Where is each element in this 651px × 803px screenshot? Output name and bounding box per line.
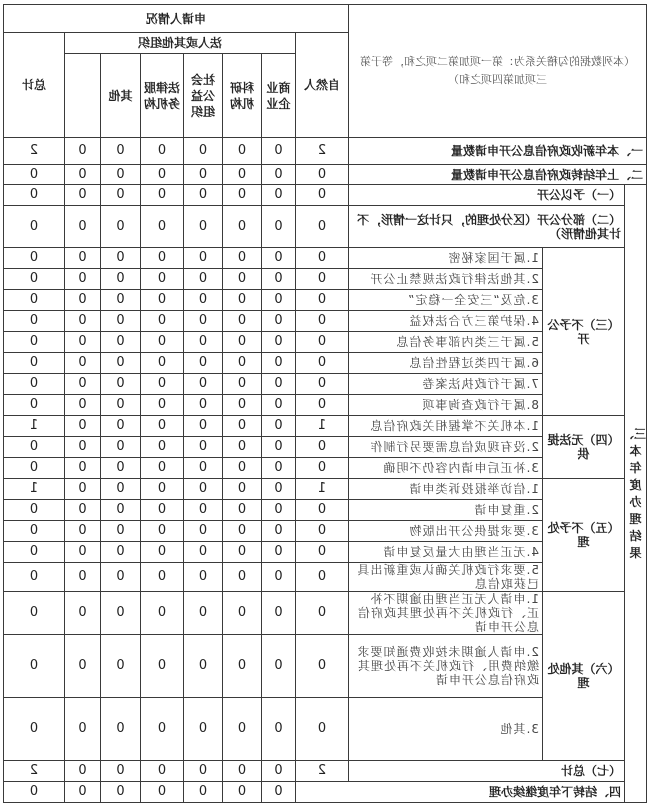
value-cell: 0 (295, 563, 348, 592)
value-cell: 0 (64, 395, 100, 416)
value-cell: 0 (3, 165, 64, 185)
item-label: 2.没有现成信息需要另行制作 (348, 437, 542, 458)
value-cell: 0 (222, 374, 261, 395)
item-label: 1.申请人无正当理由逾期不补正、行政机关不再处理其政府信息公开申请 (348, 592, 542, 635)
value-cell: 0 (222, 416, 261, 437)
value-cell: 0 (261, 353, 295, 374)
value-cell: 0 (140, 353, 183, 374)
group-unable-to-provide: （四）无法提供 (543, 416, 625, 479)
value-cell: 0 (3, 290, 64, 311)
value-cell: 0 (261, 782, 295, 803)
value-cell: 2 (295, 138, 348, 165)
value-cell: 0 (183, 635, 222, 698)
value-cell: 0 (64, 311, 100, 332)
value-cell: 0 (222, 563, 261, 592)
table-row (3, 248, 646, 269)
value-cell: 0 (64, 592, 100, 635)
value-cell: 0 (140, 248, 183, 269)
value-cell: 0 (3, 592, 64, 635)
value-cell: 0 (64, 563, 100, 592)
value-cell: 0 (64, 542, 100, 563)
legal-org-header: 法人或其他组织 (64, 33, 295, 54)
value-cell: 0 (183, 374, 222, 395)
value-cell: 0 (261, 479, 295, 500)
table-row (3, 761, 646, 782)
social-header: 社会公益组织 (183, 54, 222, 138)
value-cell: 0 (3, 248, 64, 269)
value-cell: 0 (183, 332, 222, 353)
research-header: 科研机构 (222, 54, 261, 138)
value-cell: 0 (261, 500, 295, 521)
table-row (3, 592, 646, 635)
value-cell: 0 (222, 479, 261, 500)
value-cell: 0 (261, 290, 295, 311)
value-cell: 0 (261, 761, 295, 782)
value-cell: 0 (140, 395, 183, 416)
value-cell: 0 (222, 138, 261, 165)
value-cell: 0 (100, 782, 140, 803)
value-cell: 0 (100, 290, 140, 311)
table-note: （本列数据的勾稽关系为：第一项加第二项之和，等于第三项加第四项之和） (348, 5, 646, 138)
value-cell: 0 (3, 437, 64, 458)
value-cell: 0 (100, 185, 140, 206)
item-label: 1.本机关不掌握相关政府信息 (348, 416, 542, 437)
value-cell: 0 (64, 782, 100, 803)
value-cell: 0 (3, 635, 64, 698)
section-carried-over: 二、上年结转政府信息公开申请数量 (348, 165, 646, 185)
value-cell: 0 (64, 165, 100, 185)
value-cell: 0 (100, 698, 140, 761)
value-cell: 0 (140, 290, 183, 311)
value-cell: 0 (295, 185, 348, 206)
value-cell: 0 (295, 248, 348, 269)
value-cell: 0 (183, 416, 222, 437)
group-total: （七）总计 (348, 761, 624, 782)
value-cell: 0 (64, 479, 100, 500)
value-cell: 0 (222, 761, 261, 782)
value-cell: 0 (183, 521, 222, 542)
value-cell: 0 (222, 635, 261, 698)
value-cell: 0 (183, 542, 222, 563)
value-cell: 0 (100, 416, 140, 437)
item-label: 4.保护第三方合法权益 (348, 311, 542, 332)
value-cell: 0 (140, 635, 183, 698)
value-cell: 0 (3, 311, 64, 332)
value-cell: 0 (64, 374, 100, 395)
value-cell: 0 (222, 185, 261, 206)
value-cell: 0 (140, 563, 183, 592)
disclosure-table-region (4, 4, 647, 799)
value-cell: 0 (222, 353, 261, 374)
value-cell: 0 (183, 206, 222, 248)
value-cell: 0 (64, 206, 100, 248)
value-cell: 0 (261, 395, 295, 416)
value-cell: 0 (261, 332, 295, 353)
value-cell: 0 (64, 458, 100, 479)
value-cell: 0 (64, 185, 100, 206)
value-cell: 0 (64, 437, 100, 458)
item-label: 1.信访举报投诉类申请 (348, 479, 542, 500)
value-cell: 0 (100, 248, 140, 269)
value-cell: 0 (100, 563, 140, 592)
item-label: 3.其他 (348, 698, 542, 761)
value-cell: 0 (100, 206, 140, 248)
value-cell: 0 (64, 248, 100, 269)
item-label: 6.属于四类过程性信息 (348, 353, 542, 374)
value-cell: 0 (222, 458, 261, 479)
value-cell: 0 (140, 416, 183, 437)
value-cell: 0 (261, 635, 295, 698)
group-not-processed: （五）不予处理 (543, 479, 625, 592)
value-cell: 0 (3, 353, 64, 374)
value-cell: 0 (3, 206, 64, 248)
value-cell: 1 (3, 479, 64, 500)
value-cell: 0 (100, 374, 140, 395)
value-cell: 0 (140, 332, 183, 353)
value-cell: 0 (183, 782, 222, 803)
value-cell: 0 (222, 542, 261, 563)
value-cell: 0 (261, 138, 295, 165)
value-cell: 0 (261, 206, 295, 248)
value-cell: 0 (261, 248, 295, 269)
value-cell: 0 (183, 248, 222, 269)
item-label: 1.属于国家秘密 (348, 248, 542, 269)
value-cell: 0 (183, 138, 222, 165)
value-cell: 0 (222, 592, 261, 635)
value-cell: 0 (261, 698, 295, 761)
item-label: 7.属于行政执法案卷 (348, 374, 542, 395)
value-cell: 0 (222, 206, 261, 248)
value-cell: 0 (261, 458, 295, 479)
value-cell: 0 (64, 290, 100, 311)
value-cell: 0 (295, 311, 348, 332)
value-cell: 0 (100, 138, 140, 165)
item-label: 5.要求行政机关确认或重新出具已获取信息 (348, 563, 542, 592)
group-other-processing: （六）其他处理 (543, 592, 625, 761)
group-disclosed: （一）予以公开 (348, 185, 624, 206)
table-row (3, 782, 646, 803)
value-cell: 0 (222, 500, 261, 521)
value-cell: 0 (140, 761, 183, 782)
item-label: 3.危及“三安全一稳定” (348, 290, 542, 311)
value-cell: 0 (222, 521, 261, 542)
other-header: 其他 (100, 54, 140, 138)
value-cell: 0 (295, 592, 348, 635)
value-cell: 0 (261, 185, 295, 206)
value-cell: 0 (100, 311, 140, 332)
value-cell: 0 (3, 563, 64, 592)
value-cell: 0 (183, 563, 222, 592)
value-cell: 0 (100, 437, 140, 458)
value-cell: 0 (3, 395, 64, 416)
value-cell: 0 (64, 635, 100, 698)
item-label: 3.补正后申请内容仍不明确 (348, 458, 542, 479)
value-cell: 0 (3, 374, 64, 395)
value-cell: 0 (295, 521, 348, 542)
value-cell: 0 (3, 500, 64, 521)
value-cell: 0 (3, 269, 64, 290)
value-cell: 0 (261, 437, 295, 458)
group-partial: （二）部分公开（区分处理的，只计这一情形，不计其他情形） (348, 206, 624, 248)
value-cell: 0 (140, 782, 183, 803)
table-row (3, 5, 646, 33)
value-cell: 0 (183, 592, 222, 635)
value-cell: 0 (3, 542, 64, 563)
value-cell: 0 (100, 635, 140, 698)
value-cell: 0 (140, 311, 183, 332)
value-cell: 1 (295, 479, 348, 500)
value-cell: 0 (3, 521, 64, 542)
value-cell: 0 (3, 458, 64, 479)
value-cell: 0 (295, 332, 348, 353)
value-cell: 0 (183, 185, 222, 206)
legal-service-header: 法律服务机构 (140, 54, 183, 138)
value-cell: 0 (222, 269, 261, 290)
value-cell: 0 (100, 395, 140, 416)
value-cell: 0 (100, 165, 140, 185)
value-cell: 0 (261, 165, 295, 185)
value-cell: 0 (295, 500, 348, 521)
value-cell: 0 (100, 458, 140, 479)
value-cell: 0 (140, 269, 183, 290)
value-cell: 0 (140, 500, 183, 521)
commercial-header: 商业企业 (261, 54, 295, 138)
value-cell: 0 (295, 353, 348, 374)
value-cell: 0 (261, 563, 295, 592)
value-cell: 0 (64, 521, 100, 542)
value-cell: 0 (183, 437, 222, 458)
item-label: 8.属于行政查询事项 (348, 395, 542, 416)
value-cell: 0 (183, 353, 222, 374)
disclosure-table (3, 4, 647, 803)
value-cell: 0 (222, 165, 261, 185)
table-row (3, 138, 646, 165)
value-cell: 0 (222, 290, 261, 311)
value-cell: 0 (261, 311, 295, 332)
value-cell: 0 (295, 542, 348, 563)
value-cell: 0 (295, 290, 348, 311)
section-new-requests: 一、本年新收政府信息公开申请数量 (348, 138, 646, 165)
value-cell: 0 (64, 698, 100, 761)
table-row (3, 479, 646, 500)
value-cell: 0 (140, 542, 183, 563)
applicant-header: 申请人情况 (3, 5, 348, 33)
value-cell: 0 (183, 479, 222, 500)
value-cell: 0 (183, 165, 222, 185)
value-cell: 0 (295, 165, 348, 185)
value-cell: 0 (64, 353, 100, 374)
value-cell: 0 (140, 165, 183, 185)
value-cell: 0 (64, 416, 100, 437)
value-cell: 0 (222, 698, 261, 761)
value-cell: 0 (3, 698, 64, 761)
value-cell: 0 (261, 374, 295, 395)
value-cell: 0 (183, 395, 222, 416)
value-cell: 0 (140, 374, 183, 395)
value-cell: 0 (261, 542, 295, 563)
value-cell: 0 (261, 269, 295, 290)
value-cell: 0 (100, 500, 140, 521)
value-cell: 0 (295, 374, 348, 395)
value-cell: 0 (183, 290, 222, 311)
table-row (3, 206, 646, 248)
value-cell: 0 (140, 479, 183, 500)
natural-person-header: 自然人 (295, 33, 348, 138)
item-label: 2.重复申请 (348, 500, 542, 521)
table-row (3, 165, 646, 185)
value-cell: 0 (261, 416, 295, 437)
value-cell: 0 (100, 521, 140, 542)
item-label: 5.属于三类内部事务信息 (348, 332, 542, 353)
value-cell: 0 (222, 395, 261, 416)
value-cell: 0 (295, 698, 348, 761)
table-row (3, 416, 646, 437)
value-cell: 0 (100, 353, 140, 374)
value-cell: 0 (64, 761, 100, 782)
section-results: 三、本年度办理结果 (625, 185, 647, 803)
value-cell: 2 (3, 138, 64, 165)
value-cell: 0 (140, 458, 183, 479)
value-cell: 0 (64, 138, 100, 165)
value-cell: 0 (183, 698, 222, 761)
value-cell: 0 (140, 206, 183, 248)
value-cell: 0 (100, 761, 140, 782)
value-cell: 0 (295, 206, 348, 248)
value-cell: 0 (3, 185, 64, 206)
value-cell: 0 (295, 437, 348, 458)
value-cell: 0 (222, 782, 261, 803)
value-cell: 0 (100, 269, 140, 290)
value-cell: 0 (100, 592, 140, 635)
value-cell: 0 (183, 500, 222, 521)
item-label: 2.申请人逾期未按收费通知要求缴纳费用、行政机关不再处理其政府信息公开申请 (348, 635, 542, 698)
value-cell: 0 (183, 458, 222, 479)
value-cell: 0 (100, 332, 140, 353)
value-cell: 0 (222, 311, 261, 332)
value-cell: 0 (222, 437, 261, 458)
value-cell: 0 (100, 542, 140, 563)
value-cell: 0 (64, 500, 100, 521)
value-cell: 0 (183, 269, 222, 290)
value-cell: 0 (140, 138, 183, 165)
value-cell: 0 (295, 635, 348, 698)
value-cell: 0 (3, 332, 64, 353)
value-cell: 0 (261, 521, 295, 542)
section-carry-forward: 四、结转下年度继续办理 (295, 782, 624, 803)
value-cell: 0 (261, 592, 295, 635)
item-label: 2.其他法律行政法规禁止公开 (348, 269, 542, 290)
value-cell: 0 (295, 458, 348, 479)
value-cell: 0 (64, 269, 100, 290)
value-cell: 2 (295, 761, 348, 782)
value-cell: 1 (295, 416, 348, 437)
value-cell: 0 (140, 185, 183, 206)
value-cell: 0 (140, 521, 183, 542)
group-not-disclosed: （三）不予公开 (543, 248, 625, 416)
value-cell: 0 (183, 761, 222, 782)
value-cell: 2 (3, 761, 64, 782)
value-cell: 0 (295, 269, 348, 290)
item-label: 4.无正当理由大量反复申请 (348, 542, 542, 563)
value-cell: 0 (64, 332, 100, 353)
value-cell: 0 (295, 395, 348, 416)
total-header: 总计 (3, 33, 64, 138)
value-cell: 1 (3, 416, 64, 437)
value-cell: 0 (140, 437, 183, 458)
value-cell: 0 (222, 332, 261, 353)
value-cell: 0 (183, 311, 222, 332)
table-row (3, 185, 646, 206)
item-label: 3.要求提供公开出版物 (348, 521, 542, 542)
value-cell: 0 (140, 698, 183, 761)
value-cell: 0 (3, 782, 64, 803)
value-cell: 0 (100, 479, 140, 500)
value-cell: 0 (222, 248, 261, 269)
value-cell: 0 (140, 592, 183, 635)
